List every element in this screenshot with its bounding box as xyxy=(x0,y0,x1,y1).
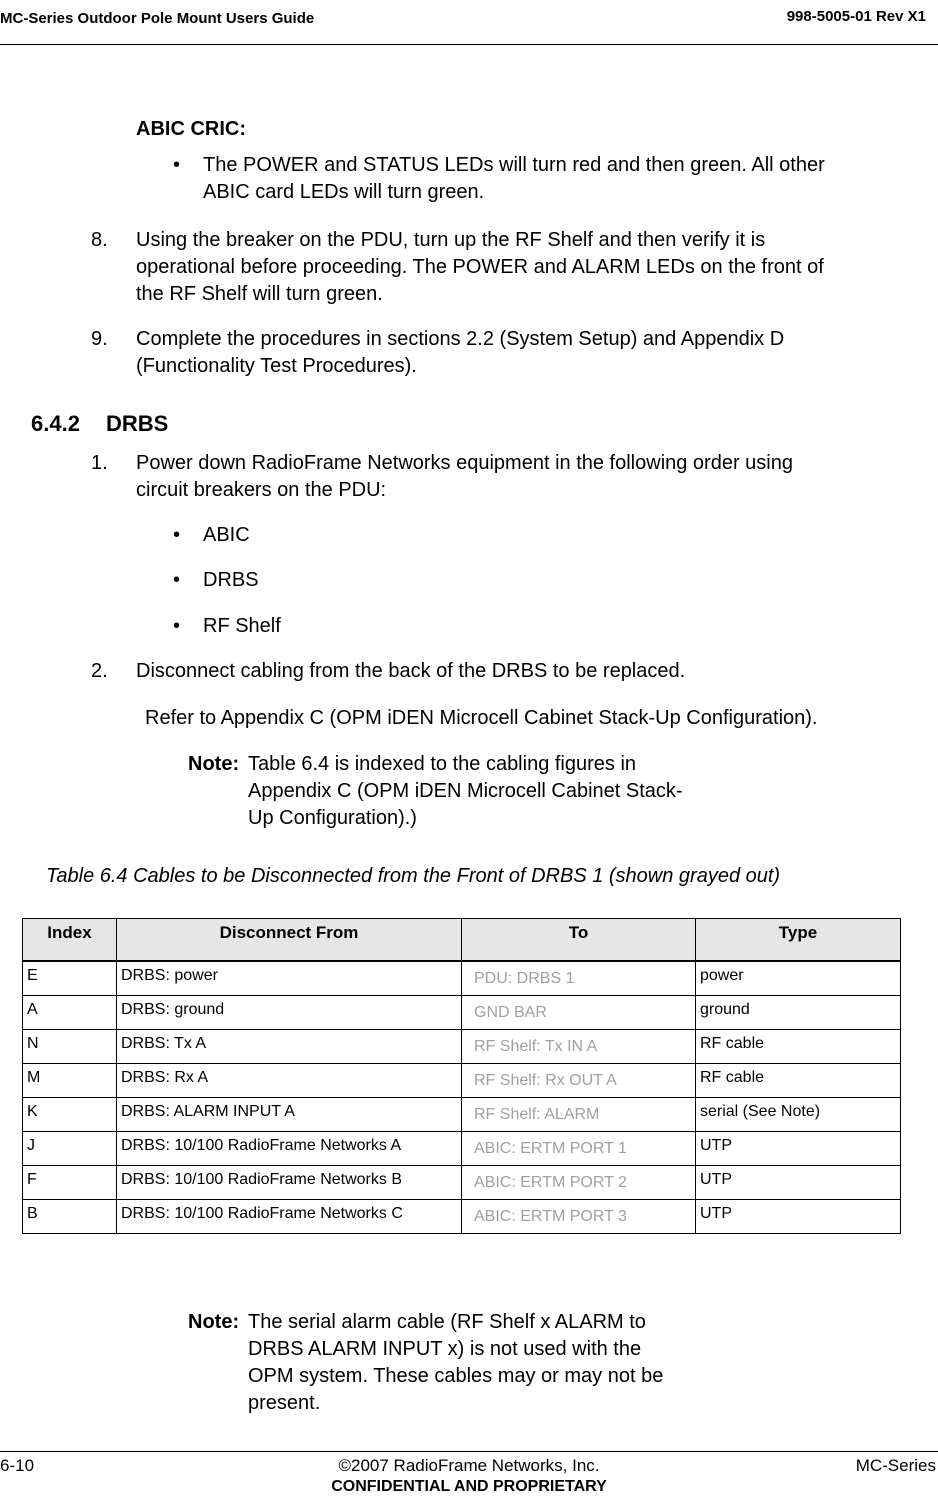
step-number: 1. xyxy=(91,452,108,474)
from-cell: DRBS: 10/100 RadioFrame Networks C xyxy=(117,1199,462,1233)
bullet-icon: • xyxy=(173,154,181,176)
from-cell: DRBS: 10/100 RadioFrame Networks B xyxy=(117,1165,462,1199)
to-cell: RF Shelf: ALARM xyxy=(462,1097,696,1131)
drbs-step2-text: Disconnect cabling from the back of the DRBS to be replaced. xyxy=(136,660,686,682)
index-cell: A xyxy=(23,995,117,1029)
step-number: 9. xyxy=(91,328,108,350)
index-cell: E xyxy=(23,961,117,995)
index-cell: F xyxy=(23,1165,117,1199)
table-row xyxy=(23,1097,901,1131)
column-header: Index xyxy=(23,919,117,962)
note2-line3: OPM system. These cables may or may not be xyxy=(248,1365,664,1387)
note2-line2: DRBS ALARM INPUT x) is not used with the xyxy=(248,1338,642,1360)
step-8-line3: the RF Shelf will turn green. xyxy=(136,283,383,305)
from-cell: DRBS: Tx A xyxy=(117,1029,462,1063)
table-row xyxy=(23,1131,901,1165)
bullet-icon: • xyxy=(173,569,181,591)
to-cell: RF Shelf: Tx IN A xyxy=(462,1029,696,1063)
bullet-icon: • xyxy=(173,524,181,546)
from-cell: DRBS: ground xyxy=(117,995,462,1029)
table-row xyxy=(23,1063,901,1097)
from-cell: DRBS: Rx A xyxy=(117,1063,462,1097)
step-9-line2: (Functionality Test Procedures). xyxy=(136,355,417,377)
table-row xyxy=(23,1165,901,1199)
to-cell: PDU: DRBS 1 xyxy=(462,961,696,995)
refer-appendix-text: Refer to Appendix C (OPM iDEN Microcell Cabinet Stack-Up Configuration). xyxy=(145,707,818,729)
footer-rule xyxy=(0,1451,938,1452)
index-cell: N xyxy=(23,1029,117,1063)
cables-table xyxy=(22,918,901,1234)
step-8-line2: operational before proceeding. The POWER and ALARM LEDs on the front of xyxy=(136,256,824,278)
note1-line1: Table 6.4 is indexed to the cabling figures in xyxy=(248,753,637,775)
section-number: 6.4.2 xyxy=(31,411,80,436)
to-cell: ABIC: ERTM PORT 2 xyxy=(462,1165,696,1199)
footer-copyright: ©2007 RadioFrame Networks, Inc. xyxy=(338,1456,600,1475)
type-cell: RF cable xyxy=(696,1063,901,1097)
to-cell: ABIC: ERTM PORT 3 xyxy=(462,1199,696,1233)
header-rule xyxy=(0,44,938,45)
to-cell: GND BAR xyxy=(462,995,696,1029)
type-cell: UTP xyxy=(696,1165,901,1199)
type-cell: UTP xyxy=(696,1199,901,1233)
column-header: To xyxy=(462,919,696,962)
power-down-item: DRBS xyxy=(203,569,259,591)
note1-line3: Up Configuration).) xyxy=(248,807,417,829)
drbs-step1-line1: Power down RadioFrame Networks equipment in the following order using xyxy=(136,452,793,474)
from-cell: DRBS: 10/100 RadioFrame Networks A xyxy=(117,1131,462,1165)
note-label: Note: xyxy=(188,753,240,775)
column-header: Disconnect From xyxy=(117,919,462,962)
table-row xyxy=(23,1029,901,1063)
bullet-icon: • xyxy=(173,615,181,637)
column-header: Type xyxy=(696,919,901,962)
to-cell: ABIC: ERTM PORT 1 xyxy=(462,1131,696,1165)
note-label: Note: xyxy=(188,1311,240,1333)
to-cell: RF Shelf: Rx OUT A xyxy=(462,1063,696,1097)
table-caption: Table 6.4 Cables to be Disconnected from the Front of DRBS 1 (shown grayed out) xyxy=(46,865,781,887)
type-cell: power xyxy=(696,961,901,995)
header-doc-title: MC-Series Outdoor Pole Mount Users Guide xyxy=(0,10,315,27)
index-cell: B xyxy=(23,1199,117,1233)
index-cell: M xyxy=(23,1063,117,1097)
power-down-item: RF Shelf xyxy=(203,615,281,637)
section-title: DRBS xyxy=(106,411,169,436)
note1-line2: Appendix C (OPM iDEN Microcell Cabinet Stack- xyxy=(248,780,683,802)
step-number: 2. xyxy=(91,660,108,682)
step-8-line1: Using the breaker on the PDU, turn up the RF Shelf and then verify it is xyxy=(136,229,766,251)
note2-line1: The serial alarm cable (RF Shelf x ALARM to xyxy=(248,1311,646,1333)
from-cell: DRBS: ALARM INPUT A xyxy=(117,1097,462,1131)
type-cell: serial (See Note) xyxy=(696,1097,901,1131)
table-row xyxy=(23,961,901,995)
step-9-line1: Complete the procedures in sections 2.2 (System Setup) and Appendix D xyxy=(136,328,785,350)
type-cell: RF cable xyxy=(696,1029,901,1063)
type-cell: ground xyxy=(696,995,901,1029)
note2-line4: present. xyxy=(248,1392,321,1414)
footer-confidential: CONFIDENTIAL AND PROPRIETARY xyxy=(331,1478,607,1495)
header-doc-number: 998-5005-01 Rev X1 xyxy=(786,8,926,25)
footer-page-number: 6-10 xyxy=(0,1456,35,1475)
index-cell: J xyxy=(23,1131,117,1165)
table-row xyxy=(23,1199,901,1233)
power-down-item: ABIC xyxy=(203,524,250,546)
table-header-row xyxy=(23,919,901,962)
footer-series: MC-Series xyxy=(855,1456,936,1475)
step-number: 8. xyxy=(91,229,108,251)
abic-cric-heading: ABIC CRIC: xyxy=(136,118,246,140)
drbs-step1-line2: circuit breakers on the PDU: xyxy=(136,479,387,501)
index-cell: K xyxy=(23,1097,117,1131)
from-cell: DRBS: power xyxy=(117,961,462,995)
abic-cric-bullet-line1: The POWER and STATUS LEDs will turn red and then green. All other xyxy=(203,154,825,176)
abic-cric-bullet-line2: ABIC card LEDs will turn green. xyxy=(203,181,485,203)
type-cell: UTP xyxy=(696,1131,901,1165)
table-row xyxy=(23,995,901,1029)
